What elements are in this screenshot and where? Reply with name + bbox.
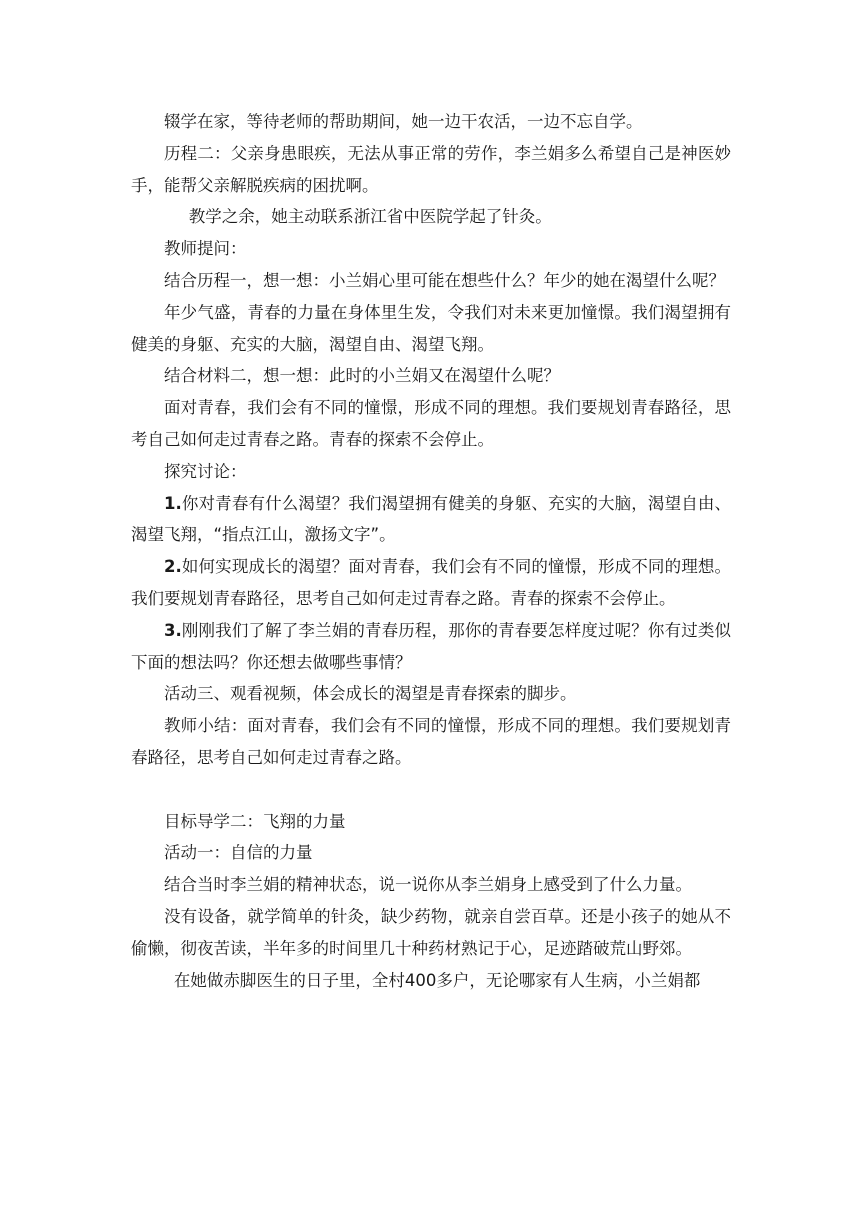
paragraph-8: 面对青春，我们会有不同的憧憬，形成不同的理想。我们要规划青春路径，思考自己如何走过青春之路。青春的探索不会停止。 [131,398,731,449]
item-text: 刚刚我们了解了李兰娟的青春历程，那你的青春要怎样度过呢？你有过类似下面的想法吗？你还想去做哪些事情？ [131,620,731,672]
paragraph-6: 年少气盛，青春的力量在身体里生发，令我们对未来更加憧憬。我们渴望拥有健美的身躯、充实的大脑，渴望自由、渴望飞翔。 [131,302,731,354]
document-body [131,106,731,996]
paragraph-5: 结合历程一，想一想：小兰娟心里可能在想些什么？年少的她在渴望什么呢？ [164,270,725,290]
paragraph-17: 结合当时李兰娟的精神状态，说一说你从李兰娟身上感受到了什么力量。 [164,875,692,895]
item-number: 3. [164,620,182,640]
numbered-item-1 [131,488,731,552]
item-number: 2. [164,557,182,577]
numbered-item-3 [131,615,731,679]
paragraph-3: 教学之余，她主动联系浙江省中医院学起了针灸。 [188,207,552,227]
paragraph-18: 没有设备，就学简单的针灸，缺少药物，就亲自尝百草。还是小孩子的她从不偷懒，彻夜苦读，半年多的时间里几十种药材熟记于心，足迹踏破荒山野郊。 [131,906,731,958]
item-text: 如何实现成长的渴望？面对青春，我们会有不同的憧憬，形成不同的理想。我们要规划青春路径，思考自己如何走过青春之路。青春的探索不会停止。 [131,557,731,608]
paragraph-9: 探究讨论： [164,461,247,481]
paragraph-13: 活动三、观看视频，体会成长的渴望是青春探索的脚步。 [164,684,577,704]
item-number: 1. [164,493,182,513]
activity-heading: 活动一：自信的力量 [164,843,313,863]
paragraph-1: 辍学在家，等待老师的帮助期间，她一边干农活，一边不忘自学。 [164,112,643,131]
paragraph-4: 教师提问： [164,239,247,259]
section-heading: 目标导学二：飞翔的力量 [164,811,346,831]
paragraph-2: 历程二：父亲身患眼疾，无法从事正常的劳作，李兰娟多么希望自己是神医妙手，能帮父亲解脱疾病的困扰啊。 [131,143,731,195]
paragraph-14: 教师小结：面对青春，我们会有不同的憧憬，形成不同的理想。我们要规划青春路径，思考自己如何走过青春之路。 [131,716,731,767]
item-text: 你对青春有什么渴望？我们渴望拥有健美的身躯、充实的大脑，渴望自由、渴望飞翔，“指点江山，激扬文字”。 [131,493,731,545]
blank-line [131,774,731,806]
numbered-item-2 [131,551,731,615]
paragraph-19: 在她做赤脚医生的日子里，全村400多户，无论哪家有人生病，小兰娟都 [173,970,701,990]
paragraph-7: 结合材料二，想一想：此时的小兰娟又在渴望什么呢？ [164,366,560,386]
